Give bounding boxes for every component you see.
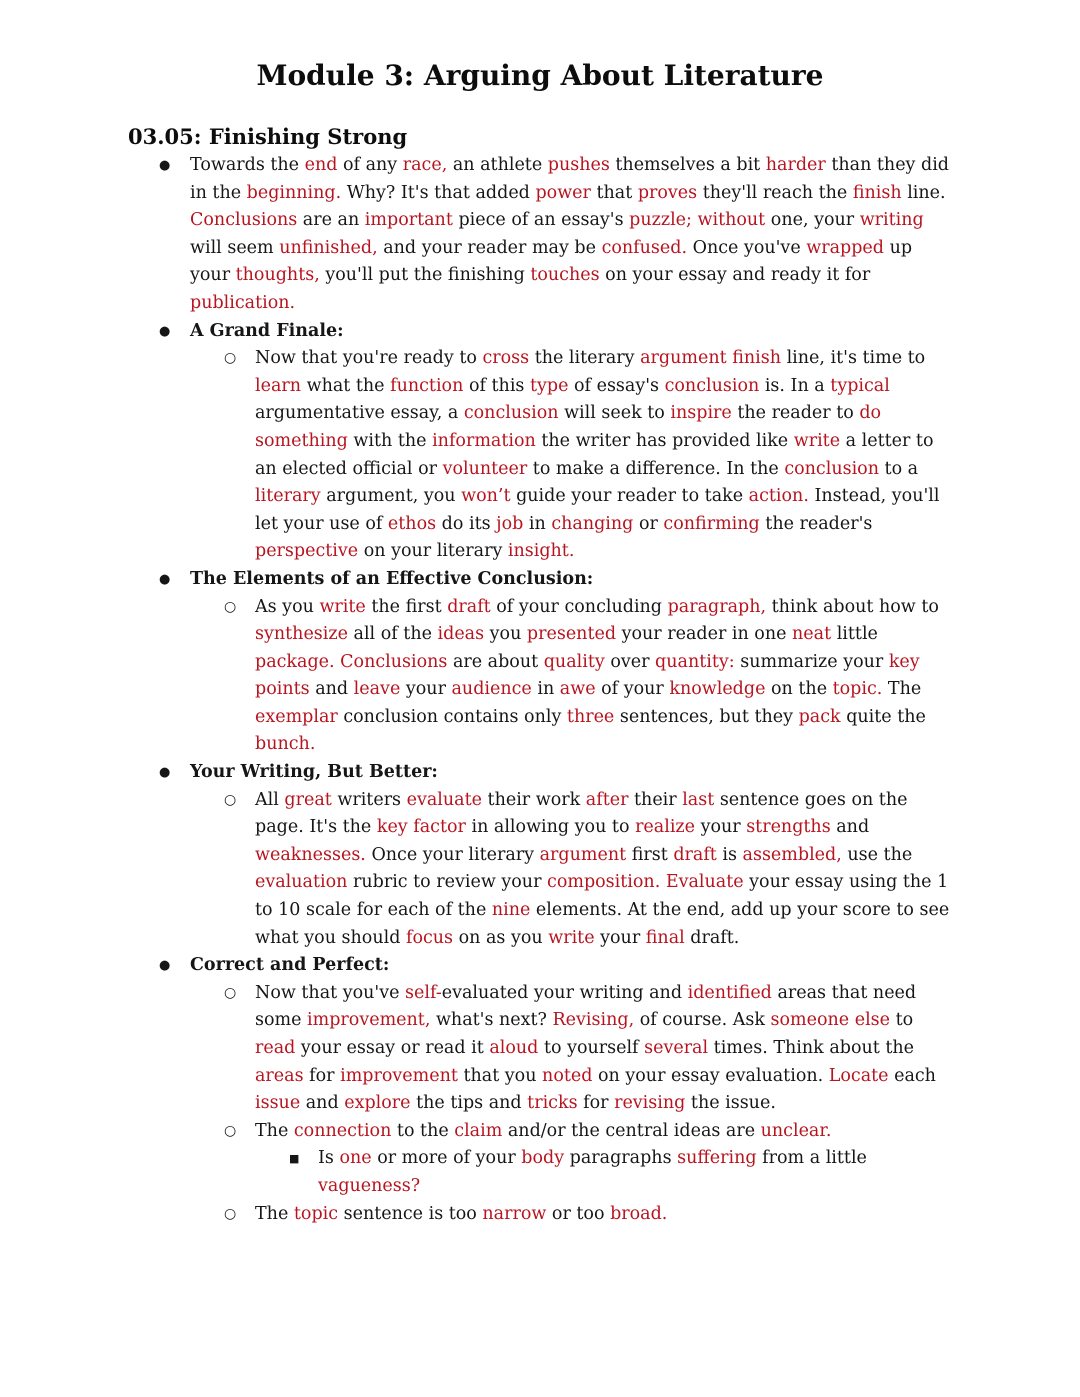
bullet-text — [255, 594, 954, 760]
highlighted-term: tricks — [527, 1093, 578, 1114]
text-segment: and — [300, 1093, 345, 1114]
text-segment: is — [716, 844, 743, 865]
text-segment: line, it's time to — [781, 348, 926, 369]
text-segment: are an — [297, 210, 365, 231]
highlighted-term: neat — [792, 624, 832, 645]
text-segment: or too — [546, 1203, 611, 1224]
highlighted-term: identified — [687, 982, 772, 1003]
text-segment: Towards the — [190, 155, 305, 175]
highlighted-term: action. — [748, 486, 809, 507]
text-segment: the first — [365, 596, 448, 617]
text-segment: your reader in one — [616, 624, 793, 645]
bullet-text — [255, 980, 954, 1118]
highlighted-term: Conclusions — [190, 210, 298, 231]
highlighted-term: important — [364, 210, 453, 231]
text-segment: paragraphs — [564, 1148, 678, 1169]
text-segment: for — [303, 1065, 341, 1086]
highlighted-term: wrapped — [806, 237, 884, 258]
text-segment: and — [309, 679, 354, 700]
text-segment: of your concluding — [490, 596, 668, 617]
highlighted-term: do something — [255, 403, 882, 451]
text-segment: Once your literary — [365, 844, 540, 865]
highlighted-term: connection — [293, 1120, 392, 1141]
text-segment: your — [594, 927, 646, 948]
highlighted-term: typical — [830, 375, 890, 396]
text-segment: to the — [391, 1120, 455, 1141]
highlighted-term: volunteer — [442, 458, 528, 479]
highlighted-term: confused. — [601, 237, 688, 258]
highlighted-term: type — [529, 375, 569, 396]
highlighted-term: inspire — [670, 403, 732, 424]
text-segment: you'll put the finishing — [319, 265, 531, 286]
highlighted-term: presented — [526, 624, 617, 645]
text-segment: an athlete — [447, 155, 548, 175]
text-segment: one, your — [765, 210, 860, 231]
highlighted-term: focus — [405, 927, 454, 948]
text-segment: or — [633, 513, 664, 534]
text-segment: your essay using the 1 to 10 scale for each of the — [255, 872, 949, 921]
bullet-text — [318, 1145, 954, 1200]
highlighted-term: weaknesses. — [255, 844, 366, 865]
highlighted-term: bunch. — [255, 734, 316, 755]
text-segment: guide your reader to take — [510, 486, 749, 507]
highlighted-term: harder — [765, 155, 826, 175]
text-segment: of essay's — [568, 375, 665, 396]
highlighted-term: touches — [530, 265, 600, 286]
text-segment: of this — [463, 375, 530, 396]
text-segment: are about — [447, 651, 544, 672]
bullet-item — [0, 1145, 1080, 1200]
text-segment: line. — [901, 182, 946, 203]
text-segment: sentence goes on the page. It's the — [255, 789, 908, 838]
highlighted-term: audience — [451, 679, 532, 700]
bullet-heading — [0, 318, 1080, 346]
text-segment: the issue. — [685, 1093, 776, 1114]
highlighted-term: confirming — [663, 513, 760, 534]
disc-bullet-icon: ● — [159, 958, 171, 974]
text-segment: from a little — [756, 1148, 867, 1169]
highlighted-term: finish — [852, 182, 902, 203]
text-segment: each — [888, 1065, 936, 1086]
highlighted-term: package. Conclusions — [255, 651, 448, 672]
text-segment: up your — [190, 237, 913, 286]
text-segment: to a — [878, 458, 919, 479]
highlighted-term: without — [697, 210, 766, 231]
text-segment: that you — [457, 1065, 543, 1086]
text-segment: on your essay and ready it for — [599, 265, 871, 286]
text-segment: and/or the central ideas are — [502, 1120, 761, 1141]
highlighted-term: read — [255, 1038, 296, 1058]
highlighted-term: self- — [405, 982, 442, 1003]
text-segment: themselves a bit — [609, 155, 766, 175]
text-segment: use the — [841, 844, 913, 865]
highlighted-term: power — [535, 182, 591, 203]
highlighted-term: race, — [402, 155, 448, 175]
highlighted-term: Locate — [828, 1065, 889, 1086]
highlighted-term: key factor — [376, 817, 466, 838]
text-segment: draft. — [684, 927, 740, 948]
highlighted-term: improvement — [340, 1065, 458, 1086]
disc-bullet-icon: ● — [159, 765, 171, 781]
highlighted-term: nine — [491, 900, 531, 921]
highlighted-term: quality — [543, 651, 605, 672]
highlighted-term: noted — [542, 1065, 593, 1086]
text-segment: The — [255, 1203, 294, 1224]
text-segment: the tips and — [410, 1093, 528, 1114]
circle-bullet-icon: ○ — [224, 350, 237, 367]
text-segment: argument, you — [320, 486, 462, 507]
highlighted-term: argument finish — [640, 348, 781, 369]
text-segment: a letter to an elected official or — [255, 430, 934, 479]
highlighted-term: cross — [482, 348, 530, 369]
circle-bullet-icon: ○ — [224, 1122, 237, 1139]
highlighted-term: learn — [255, 375, 302, 396]
bullet-item — [0, 1201, 1080, 1229]
text-segment: The — [255, 1120, 294, 1141]
highlighted-term: narrow — [482, 1203, 547, 1224]
text-segment: on the — [765, 679, 833, 700]
text-segment: All — [255, 789, 285, 810]
bullet-text — [190, 152, 954, 318]
highlighted-term: literary — [255, 486, 321, 507]
text-segment: Now that you've — [255, 982, 406, 1003]
highlighted-term: body — [521, 1148, 565, 1169]
highlighted-term: one — [339, 1148, 372, 1169]
text-segment: piece of an essay's — [452, 210, 630, 231]
text-segment: that — [590, 182, 638, 203]
text-segment: the literary — [529, 348, 641, 369]
highlighted-term: argument — [539, 844, 627, 865]
text-segment: the reader to — [731, 403, 860, 424]
bullet-text — [190, 318, 954, 346]
text-segment: on your literary — [358, 541, 508, 562]
highlighted-term: write — [319, 596, 366, 617]
text-segment: think about how to — [766, 596, 939, 617]
text-segment: the reader's — [759, 513, 873, 534]
text-segment: is. In a — [759, 375, 831, 396]
text-segment: times. Think about the — [708, 1038, 915, 1058]
highlighted-term: perspective — [255, 541, 359, 562]
text-segment: first — [626, 844, 674, 865]
highlighted-term: won’t — [461, 486, 511, 507]
highlighted-term: conclusion — [463, 403, 559, 424]
highlighted-term: vagueness? — [318, 1175, 421, 1196]
highlighted-term: draft — [447, 596, 491, 617]
text-segment: to make a difference. In the — [527, 458, 785, 479]
highlighted-term: Revising, — [552, 1010, 635, 1031]
text-segment: Instead, you'll let your use of — [255, 486, 940, 534]
highlighted-term: draft — [673, 844, 717, 865]
bullet-item — [0, 980, 1080, 1118]
highlighted-term: suffering — [677, 1148, 757, 1169]
text-segment: elements. At the end, add up your score to see what you should — [255, 900, 950, 948]
highlighted-term: insight. — [507, 541, 575, 562]
highlighted-term: improvement, — [307, 1010, 431, 1031]
text-segment: on as you — [453, 927, 549, 948]
text-segment: for — [577, 1093, 615, 1114]
highlighted-term: issue — [255, 1093, 301, 1114]
text-segment: quite the — [840, 706, 926, 727]
text-segment: will seem — [190, 237, 280, 258]
text-segment: over — [604, 651, 656, 672]
highlighted-term: after — [585, 789, 629, 810]
highlighted-term: job — [496, 513, 524, 534]
text-segment: Now that you're ready to — [255, 348, 483, 369]
bullet-item — [0, 345, 1080, 566]
bullet-text — [255, 345, 954, 566]
text-segment: conclusion contains only — [337, 706, 567, 727]
text-segment: sentence is too — [338, 1203, 483, 1224]
document-title: Module 3: Arguing About Literature — [256, 59, 824, 92]
bullet-heading — [0, 566, 1080, 594]
highlighted-term: information — [432, 430, 536, 451]
highlighted-term: leave — [353, 679, 401, 700]
highlighted-term: topic. — [832, 679, 883, 700]
bullet-text — [255, 787, 954, 953]
text-segment: will seek to — [558, 403, 671, 424]
text-segment: summarize your — [734, 651, 889, 672]
text-segment: The — [882, 679, 922, 700]
text-segment: to — [890, 1010, 914, 1031]
highlighted-term: evaluate — [406, 789, 482, 810]
text-segment: A Grand Finale: — [190, 320, 344, 341]
highlighted-term: final — [645, 927, 685, 948]
text-segment: or more of your — [371, 1148, 522, 1169]
highlighted-term: proves — [637, 182, 698, 203]
bullet-item — [0, 594, 1080, 760]
highlighted-term: publication. — [190, 292, 296, 313]
highlighted-term: exemplar — [255, 706, 338, 727]
highlighted-term: great — [284, 789, 332, 810]
text-segment: your — [400, 679, 452, 700]
circle-bullet-icon: ○ — [224, 598, 237, 615]
highlighted-term: realize — [635, 817, 695, 838]
text-segment: to yourself — [538, 1038, 645, 1058]
bullet-text — [190, 759, 954, 787]
circle-bullet-icon: ○ — [224, 791, 237, 808]
text-segment: Correct and Perfect: — [190, 955, 390, 976]
highlighted-term: pack — [798, 706, 841, 727]
highlighted-term: knowledge — [669, 679, 766, 700]
section-heading: 03.05: Finishing Strong — [128, 124, 408, 149]
bullet-item — [0, 1118, 1080, 1146]
text-segment: of course. Ask — [634, 1010, 771, 1031]
highlighted-term: aloud — [489, 1038, 539, 1058]
highlighted-term: evaluation — [255, 872, 348, 893]
highlighted-term: someone else — [770, 1010, 890, 1031]
bullet-heading — [0, 759, 1080, 787]
bullet-item — [0, 787, 1080, 953]
highlighted-term: three — [566, 706, 615, 727]
highlighted-term: last — [682, 789, 715, 810]
bullet-text — [190, 952, 954, 980]
text-segment: areas that need some — [255, 982, 917, 1031]
bullet-heading — [0, 952, 1080, 980]
text-segment: argumentative essay, a — [255, 403, 464, 424]
highlighted-term: broad. — [610, 1203, 668, 1224]
text-segment: do its — [436, 513, 497, 534]
highlighted-term: end — [304, 155, 338, 175]
highlighted-term: quantity: — [655, 651, 735, 672]
bullet-text — [255, 1201, 954, 1229]
highlighted-term: write — [548, 927, 595, 948]
disc-bullet-icon: ● — [159, 158, 171, 173]
highlighted-term: write — [793, 430, 841, 451]
text-segment: you — [484, 624, 527, 645]
highlighted-term: beginning. — [246, 182, 342, 203]
disc-bullet-icon: ● — [159, 571, 171, 587]
text-segment: what the — [301, 375, 391, 396]
highlighted-term: ethos — [387, 513, 437, 534]
bullet-text — [190, 566, 954, 594]
highlighted-term: strengths — [746, 817, 831, 838]
highlighted-term: several — [644, 1038, 709, 1058]
bullet-text — [255, 1118, 954, 1146]
text-segment: what's next? — [430, 1010, 553, 1031]
text-segment: in — [531, 679, 560, 700]
text-segment: Your Writing, But Better: — [190, 762, 438, 783]
text-segment: sentences, but they — [614, 706, 799, 727]
circle-bullet-icon: ○ — [224, 984, 237, 1001]
text-segment: evaluated your writing and — [441, 982, 688, 1003]
text-segment: the writer has provided like — [535, 430, 794, 451]
bullet-item — [0, 152, 1080, 318]
text-segment: with the — [347, 430, 433, 451]
highlighted-term: revising — [614, 1093, 686, 1114]
highlighted-term: changing — [551, 513, 634, 534]
highlighted-term: composition. Evaluate — [547, 872, 744, 893]
text-segment: As you — [255, 596, 320, 617]
text-segment: and your reader may be — [377, 237, 602, 258]
text-segment: your — [695, 817, 747, 838]
document-list — [0, 152, 1080, 1228]
highlighted-term: pushes — [547, 155, 610, 175]
highlighted-term: puzzle; — [629, 210, 692, 231]
text-segment: Is — [318, 1148, 340, 1169]
highlighted-term: writing — [859, 210, 924, 231]
text-segment: and — [830, 817, 870, 838]
text-segment: Why? It's that added — [341, 182, 536, 203]
text-segment: all of the — [347, 624, 438, 645]
highlighted-term: thoughts, — [235, 265, 320, 286]
text-segment: little — [831, 624, 878, 645]
highlighted-term: unclear. — [760, 1120, 832, 1141]
text-segment: your essay or read it — [295, 1038, 490, 1058]
disc-bullet-icon: ● — [159, 323, 171, 339]
text-segment: in — [523, 513, 552, 534]
highlighted-term: conclusion — [664, 375, 760, 396]
highlighted-term: key points — [255, 651, 920, 700]
highlighted-term: paragraph, — [667, 596, 767, 617]
text-segment: of your — [595, 679, 670, 700]
text-segment: their work — [481, 789, 586, 810]
text-segment: The Elements of an Effective Conclusion: — [190, 568, 594, 589]
text-segment: rubric to review your — [347, 872, 548, 893]
highlighted-term: explore — [344, 1093, 411, 1114]
text-segment: than they did in the — [190, 155, 950, 203]
highlighted-term: ideas — [437, 624, 485, 645]
highlighted-term: unfinished, — [279, 237, 378, 258]
text-segment: writers — [331, 789, 407, 810]
text-segment: in allowing you to — [465, 817, 636, 838]
text-segment: on your essay evaluation. — [592, 1065, 829, 1086]
highlighted-term: function — [390, 375, 464, 396]
text-segment: Once you've — [687, 237, 807, 258]
highlighted-term: areas — [255, 1065, 304, 1086]
highlighted-term: synthesize — [255, 624, 348, 645]
circle-bullet-icon: ○ — [224, 1205, 237, 1222]
text-segment: of any — [337, 155, 403, 175]
square-bullet-icon: ■ — [289, 1152, 300, 1166]
highlighted-term: conclusion — [784, 458, 879, 479]
highlighted-term: topic — [293, 1203, 339, 1224]
text-segment: they'll reach the — [697, 182, 853, 203]
text-segment: their — [628, 789, 683, 810]
highlighted-term: claim — [454, 1120, 503, 1141]
highlighted-term: assembled, — [742, 844, 842, 865]
highlighted-term: awe — [559, 679, 596, 700]
